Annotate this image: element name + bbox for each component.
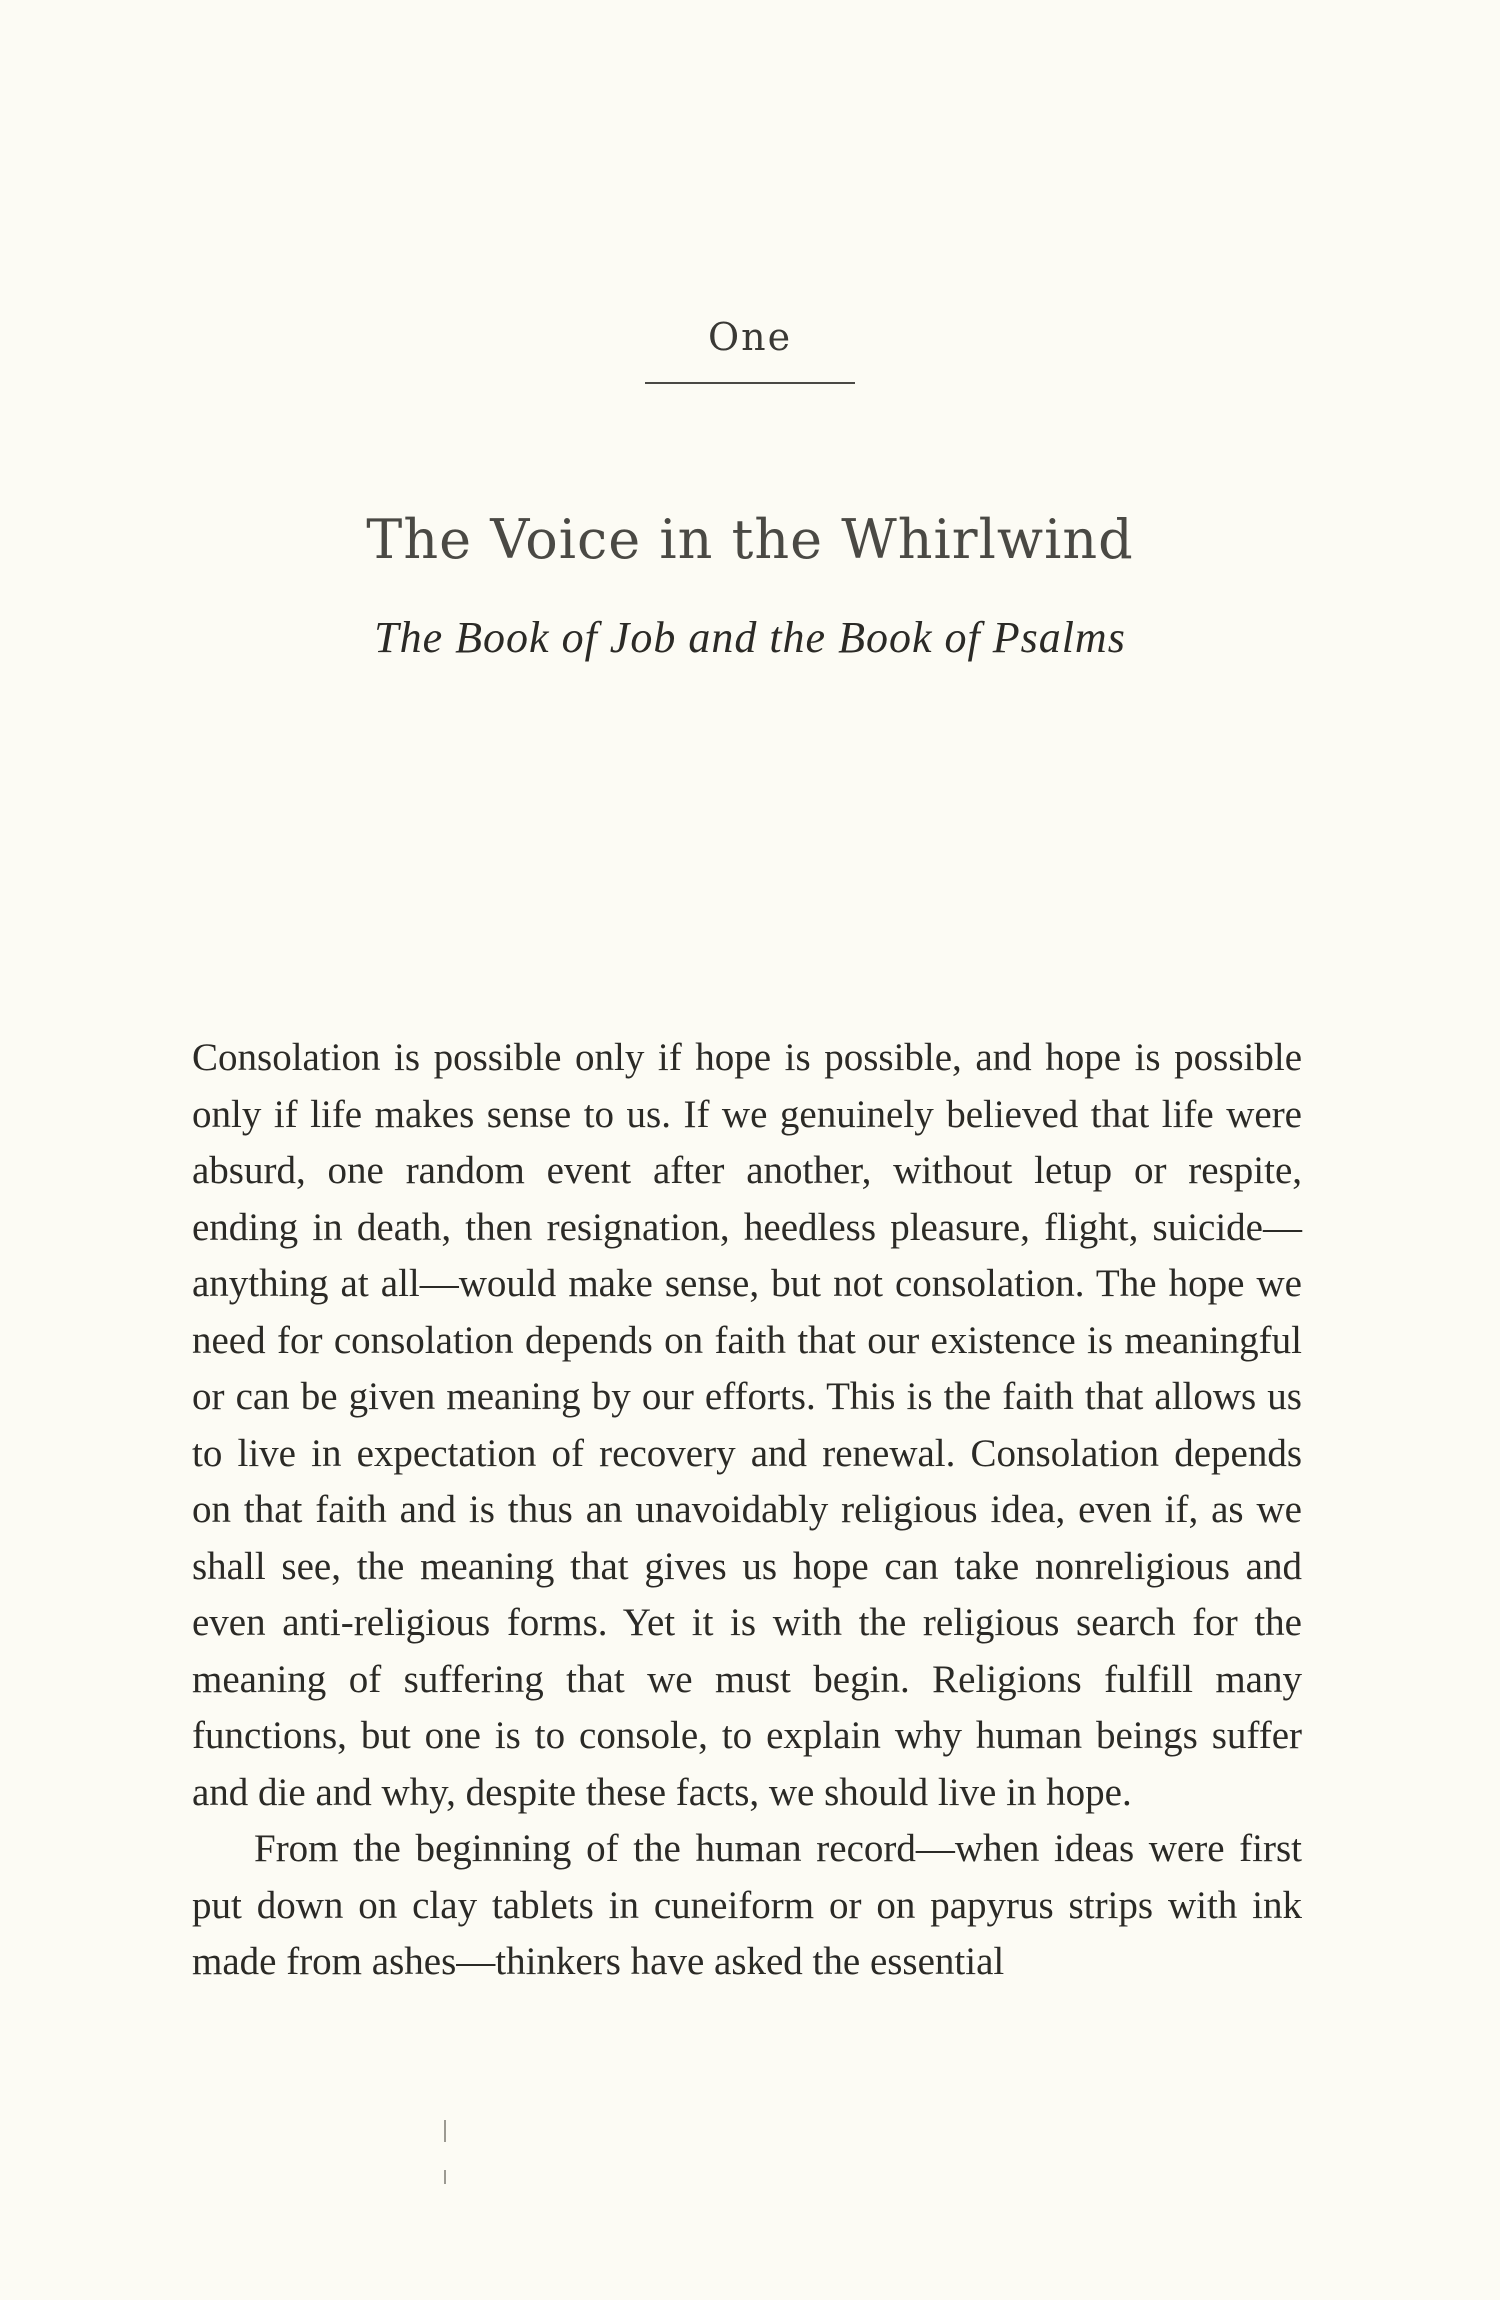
chapter-subtitle: The Book of Job and the Book of Psalms [374, 613, 1126, 662]
scan-mark [444, 2170, 446, 2184]
paragraph-1: Consolation is possible only if hope is possible, and hope is possible only if life makes sense to us. If we genuinely believed that life were absurd, one random event after another, without letup or respite, ending in death, then resignation, heedless pleasure, flight, suicide—anything at all—would make sense, but not consolation. The hope we need for consolation depends on faith that our existence is meaningful or can be given meaning by our efforts. This is the faith that allows us to live in expectation of recovery and renewal. Consolation depends on that faith and is thus an unavoidably religious idea, even if, as we shall see, the meaning that gives us hope can take nonreligious and even anti-religious forms. Yet it is with the religious search for the meaning of suffering that we must begin. Religions fulfill many functions, but one is to console, to explain why human beings suffer and die and why, despite these facts, we should live in hope. [192, 1036, 1302, 1814]
paragraph-2: From the beginning of the human record—when ideas were first put down on clay tablets in cuneiform or on papyrus strips with ink made from ashes—thinkers have asked the essential [192, 1827, 1302, 1983]
chapter-title: The Voice in the Whirlwind [366, 508, 1134, 571]
body-text [192, 1030, 1302, 1991]
chapter-divider [645, 382, 855, 384]
scan-mark [444, 2120, 446, 2142]
chapter-number: One [707, 315, 793, 359]
